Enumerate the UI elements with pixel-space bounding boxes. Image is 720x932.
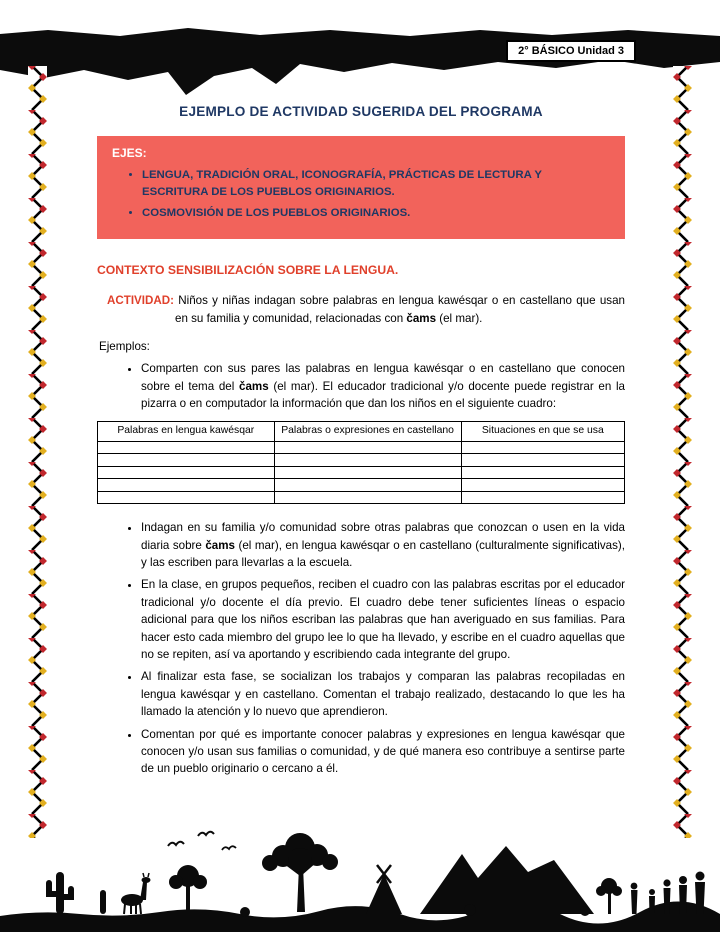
table-row <box>98 491 625 504</box>
examples-list <box>97 360 625 412</box>
table-cell <box>274 454 461 467</box>
example-item-share <box>141 360 625 412</box>
page-title: EJEMPLO DE ACTIVIDAD SUGERIDA DEL PROGRAMA <box>179 104 543 119</box>
activity-steps-list <box>97 519 625 777</box>
table-cell <box>274 441 461 454</box>
left-border-ornament <box>28 66 47 838</box>
context-heading: CONTEXTO SENSIBILIZACIÓN SOBRE LA LENGUA. <box>97 263 399 278</box>
table-header-row <box>98 422 625 441</box>
ejes-item: • LENGUA, TRADICIÓN ORAL, ICONOGRAFÍA, PRÁCTICAS DE LECTURA Y ESCRITURA DE LOS PUEBLOS ORIGINARIOS. <box>142 167 610 201</box>
table-row <box>98 466 625 479</box>
table-cell <box>461 466 624 479</box>
activity-highlight-word: čams <box>406 311 437 325</box>
unit-badge: 2° BÁSICO Unidad 3 <box>506 40 636 62</box>
right-border-ornament <box>673 66 692 838</box>
examples-label: Ejemplos: <box>99 340 150 354</box>
table-cell <box>274 491 461 504</box>
col-header-spanish-words: Palabras o expresiones en castellano <box>274 422 461 441</box>
table-cell <box>98 491 275 504</box>
step-text: Al finalizar esta fase, se socializan los trabajos y comparan las palabras recopiladas en lengua kawésqar y en castellano. Comentan el trabajo realizado, destacando lo que les ha llamado la atención y lo nuevo que aprendieron. <box>141 670 625 719</box>
bullet-text: Comparten con sus pares las palabras en lengua kawésqar o en castellano que conocen sobre el tema del <box>141 362 625 393</box>
table-row <box>98 441 625 454</box>
landscape-illustration <box>0 820 720 932</box>
activity-label: ACTIVIDAD: <box>107 294 174 308</box>
step-text-end: (el mar), en lengua kawésqar o en castellano (culturalmente significativas), y las escriben para llevarlas a la escuela. <box>141 538 625 570</box>
ejes-label: EJES: <box>112 146 147 160</box>
step-item <box>141 519 625 571</box>
step-item <box>141 726 625 778</box>
bullet-text-end: (el mar). El educador tradicional y/o docente puede registrar en la pizarra o en computador la información que dan los niños en el siguiente cuadro: <box>141 379 625 410</box>
activity-paragraph <box>97 292 625 327</box>
table-cell <box>98 479 275 492</box>
step-text: Comentan por qué es importante conocer palabras y expresiones en lengua kawésqar que conocen y/o usan sus familias o comunidad, y de qué manera eso contribuye a sentirse parte de un pueblo originario o cercano a él. <box>141 727 625 776</box>
table-cell <box>98 441 275 454</box>
step-text: En la clase, en grupos pequeños, reciben el cuadro con las palabras escritas por el educador tradicional y/o docente el día previo. El cuadro debe tener suficientes líneas o espacio adicional para que los niños escriban las palabras que han averiguado en sus familias. Para hacer esto cada miembro del grupo lee lo que ha llevado, y escribe en el cuadro aquellas que no se repiten, así va aportando y escribiendo cada integrante del grupo. <box>141 578 625 661</box>
table-cell <box>274 479 461 492</box>
vocabulary-table <box>97 421 625 504</box>
table-cell <box>461 479 624 492</box>
col-header-usage-situations: Situaciones en que se usa <box>461 422 624 441</box>
step-item <box>141 668 625 720</box>
table-cell <box>98 466 275 479</box>
col-header-kawesqar-words: Palabras en lengua kawésqar <box>98 422 275 441</box>
activity-text: Niños y niñas indagan sobre palabras en lengua kawésqar o en castellano que usan en su familia y comunidad, relacionadas con <box>173 294 625 325</box>
table-cell <box>461 454 624 467</box>
table-row <box>98 454 625 467</box>
table-cell <box>461 441 624 454</box>
table-cell <box>98 454 275 467</box>
table-cell <box>461 491 624 504</box>
step-text: Indagan en su familia y/o comunidad sobre otras palabras que conozcan o usen en la vida diaria sobre <box>141 521 625 552</box>
table-row <box>98 479 625 492</box>
ejes-item: • COSMOVISIÓN DE LOS PUEBLOS ORIGINARIOS. <box>142 205 610 222</box>
step-highlight-word: čams <box>205 538 235 552</box>
step-item <box>141 576 625 663</box>
ejes-list <box>142 167 610 222</box>
bullet-highlight-word: čams <box>239 379 269 393</box>
table-cell <box>274 466 461 479</box>
ejes-box <box>97 136 625 239</box>
activity-text-end: (el mar). <box>436 311 483 325</box>
main-content <box>97 104 625 783</box>
